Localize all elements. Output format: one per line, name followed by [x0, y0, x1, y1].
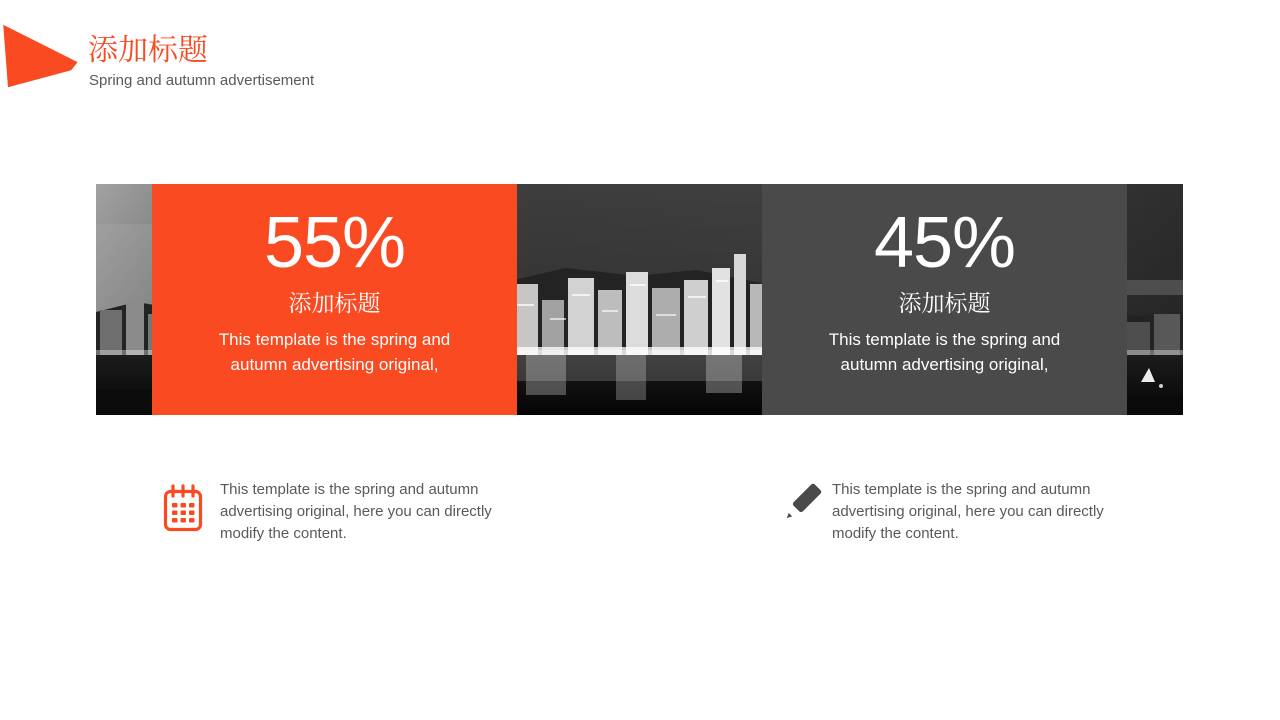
feature-text: This template is the spring and autumn advertising original, here you can directly modify the content.: [832, 481, 1104, 542]
accent-arrow-shape: [0, 22, 80, 90]
banner: [96, 184, 1183, 415]
feature-pencil: [778, 478, 1134, 545]
calendar-icon: [162, 483, 204, 545]
stat-label: 添加标题: [288, 290, 381, 316]
stat-value: 55%: [263, 203, 406, 283]
stat-description: This template is the spring and autumn advertising original,: [828, 330, 1061, 374]
stat-value: 45%: [873, 203, 1016, 283]
stat-panel-45: [762, 184, 1127, 415]
stat-label: 添加标题: [898, 290, 991, 316]
stat-panel-55: [152, 184, 517, 415]
pencil-icon: [778, 480, 822, 545]
feature-text: This template is the spring and autumn advertising original, here you can directly modify the content.: [220, 481, 492, 542]
page-subtitle: Spring and autumn advertisement: [89, 72, 315, 89]
page-title: 添加标题: [88, 34, 208, 67]
feature-calendar: [162, 478, 522, 545]
stat-description: This template is the spring and autumn advertising original,: [218, 330, 451, 374]
